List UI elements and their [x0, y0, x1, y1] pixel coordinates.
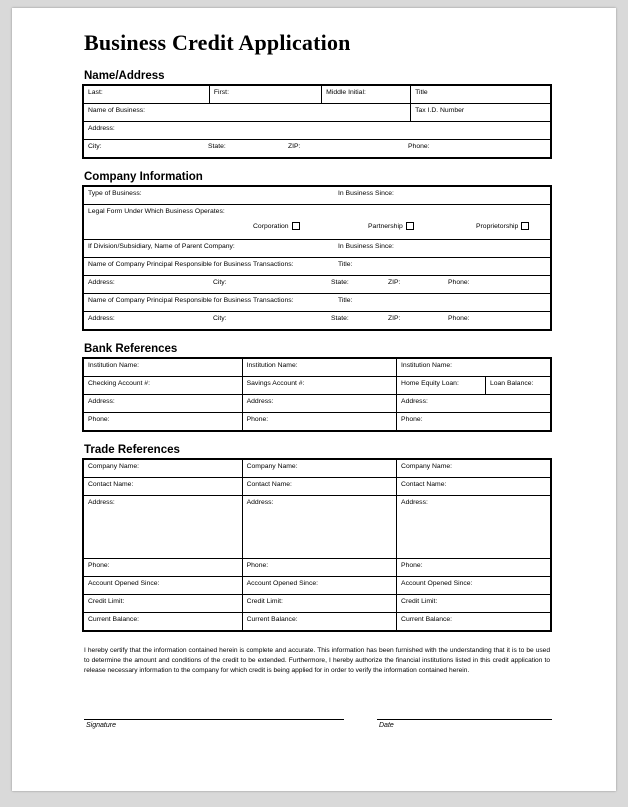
- label-state: State:: [208, 143, 226, 150]
- label-bank-phone-3: Phone:: [401, 416, 423, 423]
- label-current-balance-1: Current Balance:: [88, 616, 140, 623]
- cell-trade-phone-1[interactable]: [83, 559, 242, 577]
- cell-principal-2[interactable]: [83, 294, 551, 312]
- option-corporation[interactable]: [253, 222, 300, 230]
- cell-trade-address-2[interactable]: [242, 496, 396, 559]
- section-title-trade-references: Trade References: [84, 444, 180, 456]
- label-account-opened-3: Account Opened Since:: [401, 580, 473, 587]
- cell-loan-balance[interactable]: [485, 377, 551, 395]
- label-trade-phone-1: Phone:: [88, 562, 110, 569]
- table-row: [83, 395, 551, 413]
- label-home-equity-loan: Home Equity Loan:: [401, 380, 459, 387]
- cell-bank-phone-1[interactable]: [83, 413, 242, 432]
- cell-trade-phone-3[interactable]: [397, 559, 551, 577]
- label-tax-id: Tax I.D. Number: [415, 107, 465, 114]
- table-row: [83, 595, 551, 613]
- table-row: [83, 186, 551, 205]
- name-address-table: [82, 84, 552, 159]
- label-company-name-2: Company Name:: [246, 463, 298, 470]
- cell-account-opened-1[interactable]: [83, 577, 242, 595]
- label-zip: ZIP:: [288, 143, 301, 150]
- cell-bank-phone-2[interactable]: [242, 413, 396, 432]
- label-address-1: Address:: [88, 279, 115, 286]
- label-company-name-3: Company Name:: [401, 463, 453, 470]
- cell-principal-1[interactable]: [83, 258, 551, 276]
- cell-tax-id[interactable]: [411, 104, 551, 122]
- label-trade-address-3: Address:: [401, 499, 428, 506]
- checkbox-proprietorship-icon[interactable]: [521, 222, 529, 230]
- table-row: [83, 377, 551, 395]
- bank-references-table: [82, 357, 552, 432]
- label-checking-account: Checking Account #:: [88, 380, 150, 387]
- label-principal-title-1: Title:: [338, 261, 353, 268]
- checkbox-corporation-icon[interactable]: [292, 222, 300, 230]
- label-phone-1: Phone:: [448, 279, 470, 286]
- cell-last[interactable]: [83, 85, 209, 104]
- company-information-table: [82, 185, 552, 331]
- label-account-opened-1: Account Opened Since:: [88, 580, 160, 587]
- document-content: [82, 30, 552, 749]
- cell-first[interactable]: [209, 85, 321, 104]
- label-division-parent: If Division/Subsidiary, Name of Parent Company:: [88, 243, 235, 250]
- trade-references-table: [82, 458, 552, 632]
- label-address-2: Address:: [88, 315, 115, 322]
- table-row: [83, 478, 551, 496]
- table-row: [83, 312, 551, 331]
- table-row: [83, 459, 551, 478]
- label-city-1: City:: [213, 279, 227, 286]
- label-principal-title-2: Title:: [338, 297, 353, 304]
- cell-trade-address-3[interactable]: [397, 496, 551, 559]
- checkbox-partnership-icon[interactable]: [406, 222, 414, 230]
- label-company-name-1: Company Name:: [88, 463, 139, 470]
- label-first: First:: [213, 89, 229, 96]
- cell-home-equity-loan[interactable]: [397, 377, 486, 395]
- label-phone: Phone:: [408, 143, 430, 150]
- table-row: [83, 258, 551, 276]
- label-bank-address-2: Address:: [246, 398, 274, 405]
- table-row: [83, 240, 551, 258]
- cell-account-opened-3[interactable]: [397, 577, 551, 595]
- cell-trade-contact-1[interactable]: [83, 478, 242, 496]
- table-row: [83, 496, 551, 559]
- document-page: [12, 8, 616, 791]
- label-middle-initial: Middle Initial:: [326, 89, 366, 96]
- label-in-business-since: In Business Since:: [338, 190, 394, 197]
- label-current-balance-2: Current Balance:: [246, 616, 298, 623]
- label-city-2: City:: [213, 315, 227, 322]
- cell-bank-institution-2[interactable]: [242, 358, 396, 377]
- cell-trade-phone-2[interactable]: [242, 559, 396, 577]
- table-row: [83, 85, 551, 104]
- label-title: Title: [415, 89, 428, 96]
- cell-legal-form[interactable]: [83, 205, 551, 240]
- section-bank-references: [82, 343, 552, 432]
- date-label: Date: [379, 721, 394, 729]
- table-row: [83, 205, 551, 240]
- cell-current-balance-1[interactable]: [83, 613, 242, 632]
- label-institution-name-3: Institution Name:: [401, 362, 453, 369]
- cell-current-balance-3[interactable]: [397, 613, 551, 632]
- label-loan-balance: Loan Balance:: [489, 380, 534, 387]
- label-address: Address:: [88, 125, 115, 132]
- label-principal-2: Name of Company Principal Responsible for Business Transactions:: [88, 297, 294, 304]
- label-account-opened-2: Account Opened Since:: [246, 580, 319, 587]
- label-bank-phone-1: Phone:: [88, 416, 110, 423]
- cell-bank-institution-3[interactable]: [397, 358, 551, 377]
- table-row: [83, 413, 551, 432]
- cell-title[interactable]: [411, 85, 551, 104]
- cell-principal-2-address[interactable]: [83, 312, 551, 331]
- certification-text: I hereby certify that the information contained herein is complete and accurate. This information has been furnished with the understanding that it is to be used to determine the amount and conditions of the credit to be extended. Furthermore, I hereby authorize the financial institutions listed in this credit application to release necessary information to the company for which credit is being applied for in order to verify the information contained herein.: [84, 647, 550, 675]
- cell-account-opened-2[interactable]: [242, 577, 396, 595]
- label-type-of-business: Type of Business:: [88, 190, 142, 197]
- table-row: [83, 122, 551, 140]
- label-principal-1: Name of Company Principal Responsible for Business Transactions:: [88, 261, 294, 268]
- label-contact-name-2: Contact Name:: [246, 481, 292, 488]
- section-name-address: [82, 70, 552, 159]
- cell-trade-contact-2[interactable]: [242, 478, 396, 496]
- signature-block: [82, 719, 552, 749]
- cell-current-balance-2[interactable]: [242, 613, 396, 632]
- label-bank-address-3: Address:: [401, 398, 428, 405]
- label-last: Last:: [88, 89, 103, 96]
- section-company-information: [82, 171, 552, 331]
- section-title-bank-references: Bank References: [84, 343, 178, 355]
- label-credit-limit-3: Credit Limit:: [401, 598, 438, 605]
- cell-credit-limit-1[interactable]: [83, 595, 242, 613]
- label-trade-address-1: Address:: [88, 499, 115, 506]
- table-row: [83, 577, 551, 595]
- cell-credit-limit-2[interactable]: [242, 595, 396, 613]
- cell-type-of-business[interactable]: [83, 186, 551, 205]
- cell-trade-contact-3[interactable]: [397, 478, 551, 496]
- cell-bank-address-2[interactable]: [242, 395, 396, 413]
- option-proprietorship[interactable]: [476, 222, 529, 230]
- section-title-company-information: Company Information: [84, 171, 203, 183]
- cell-bank-institution-1[interactable]: [83, 358, 242, 377]
- label-state-1: State:: [331, 279, 349, 286]
- label-contact-name-1: Contact Name:: [88, 481, 134, 488]
- cell-trade-company-1[interactable]: [83, 459, 242, 478]
- label-contact-name-3: Contact Name:: [401, 481, 447, 488]
- section-title-name-address: Name/Address: [84, 70, 165, 82]
- label-corporation: Corporation: [253, 223, 289, 231]
- cell-trade-company-2[interactable]: [242, 459, 396, 478]
- label-zip-2: ZIP:: [388, 315, 401, 322]
- label-phone-2: Phone:: [448, 315, 470, 322]
- table-row: [83, 276, 551, 294]
- cell-name-of-business[interactable]: [83, 104, 411, 122]
- cell-bank-phone-3[interactable]: [397, 413, 551, 432]
- label-credit-limit-1: Credit Limit:: [88, 598, 125, 605]
- signature-line[interactable]: [84, 719, 344, 720]
- cell-checking-account[interactable]: [83, 377, 242, 395]
- label-state-2: State:: [331, 315, 349, 322]
- cell-credit-limit-3[interactable]: [397, 595, 551, 613]
- label-legal-form: Legal Form Under Which Business Operates:: [88, 208, 225, 215]
- label-savings-account: Savings Account #:: [246, 380, 305, 387]
- label-city: City:: [88, 143, 102, 150]
- label-in-business-since-2: In Business Since:: [338, 243, 394, 250]
- table-row: [83, 613, 551, 632]
- label-trade-phone-3: Phone:: [401, 562, 423, 569]
- label-bank-address-1: Address:: [88, 398, 115, 405]
- label-bank-phone-2: Phone:: [246, 416, 269, 423]
- label-credit-limit-2: Credit Limit:: [246, 598, 283, 605]
- label-name-of-business: Name of Business:: [88, 107, 146, 114]
- label-legal-form-wrap: [88, 208, 546, 215]
- option-partnership[interactable]: [368, 222, 414, 230]
- cell-parent-company[interactable]: [83, 240, 551, 258]
- label-proprietorship: Proprietorship: [476, 223, 519, 231]
- label-partnership: Partnership: [368, 223, 403, 231]
- table-row: [83, 294, 551, 312]
- label-zip-1: ZIP:: [388, 279, 401, 286]
- cell-savings-account[interactable]: [242, 377, 396, 395]
- cell-trade-company-3[interactable]: [397, 459, 551, 478]
- label-institution-name-1: Institution Name:: [88, 362, 139, 369]
- cell-address[interactable]: [83, 122, 551, 140]
- table-row: [83, 358, 551, 377]
- cell-principal-1-address[interactable]: [83, 276, 551, 294]
- cell-city-state-zip-phone[interactable]: [83, 140, 551, 159]
- page-title: Business Credit Application: [84, 30, 351, 55]
- section-trade-references: [82, 444, 552, 632]
- signature-label: Signature: [86, 721, 116, 729]
- cell-middle-initial[interactable]: [322, 85, 411, 104]
- label-institution-name-2: Institution Name:: [246, 362, 298, 369]
- label-trade-phone-2: Phone:: [246, 562, 269, 569]
- table-row: [83, 559, 551, 577]
- table-row: [83, 104, 551, 122]
- cell-bank-address-3[interactable]: [397, 395, 551, 413]
- date-line[interactable]: [377, 719, 552, 720]
- cell-bank-address-1[interactable]: [83, 395, 242, 413]
- cell-trade-address-1[interactable]: [83, 496, 242, 559]
- label-current-balance-3: Current Balance:: [401, 616, 453, 623]
- table-row: [83, 140, 551, 159]
- label-trade-address-2: Address:: [246, 499, 274, 506]
